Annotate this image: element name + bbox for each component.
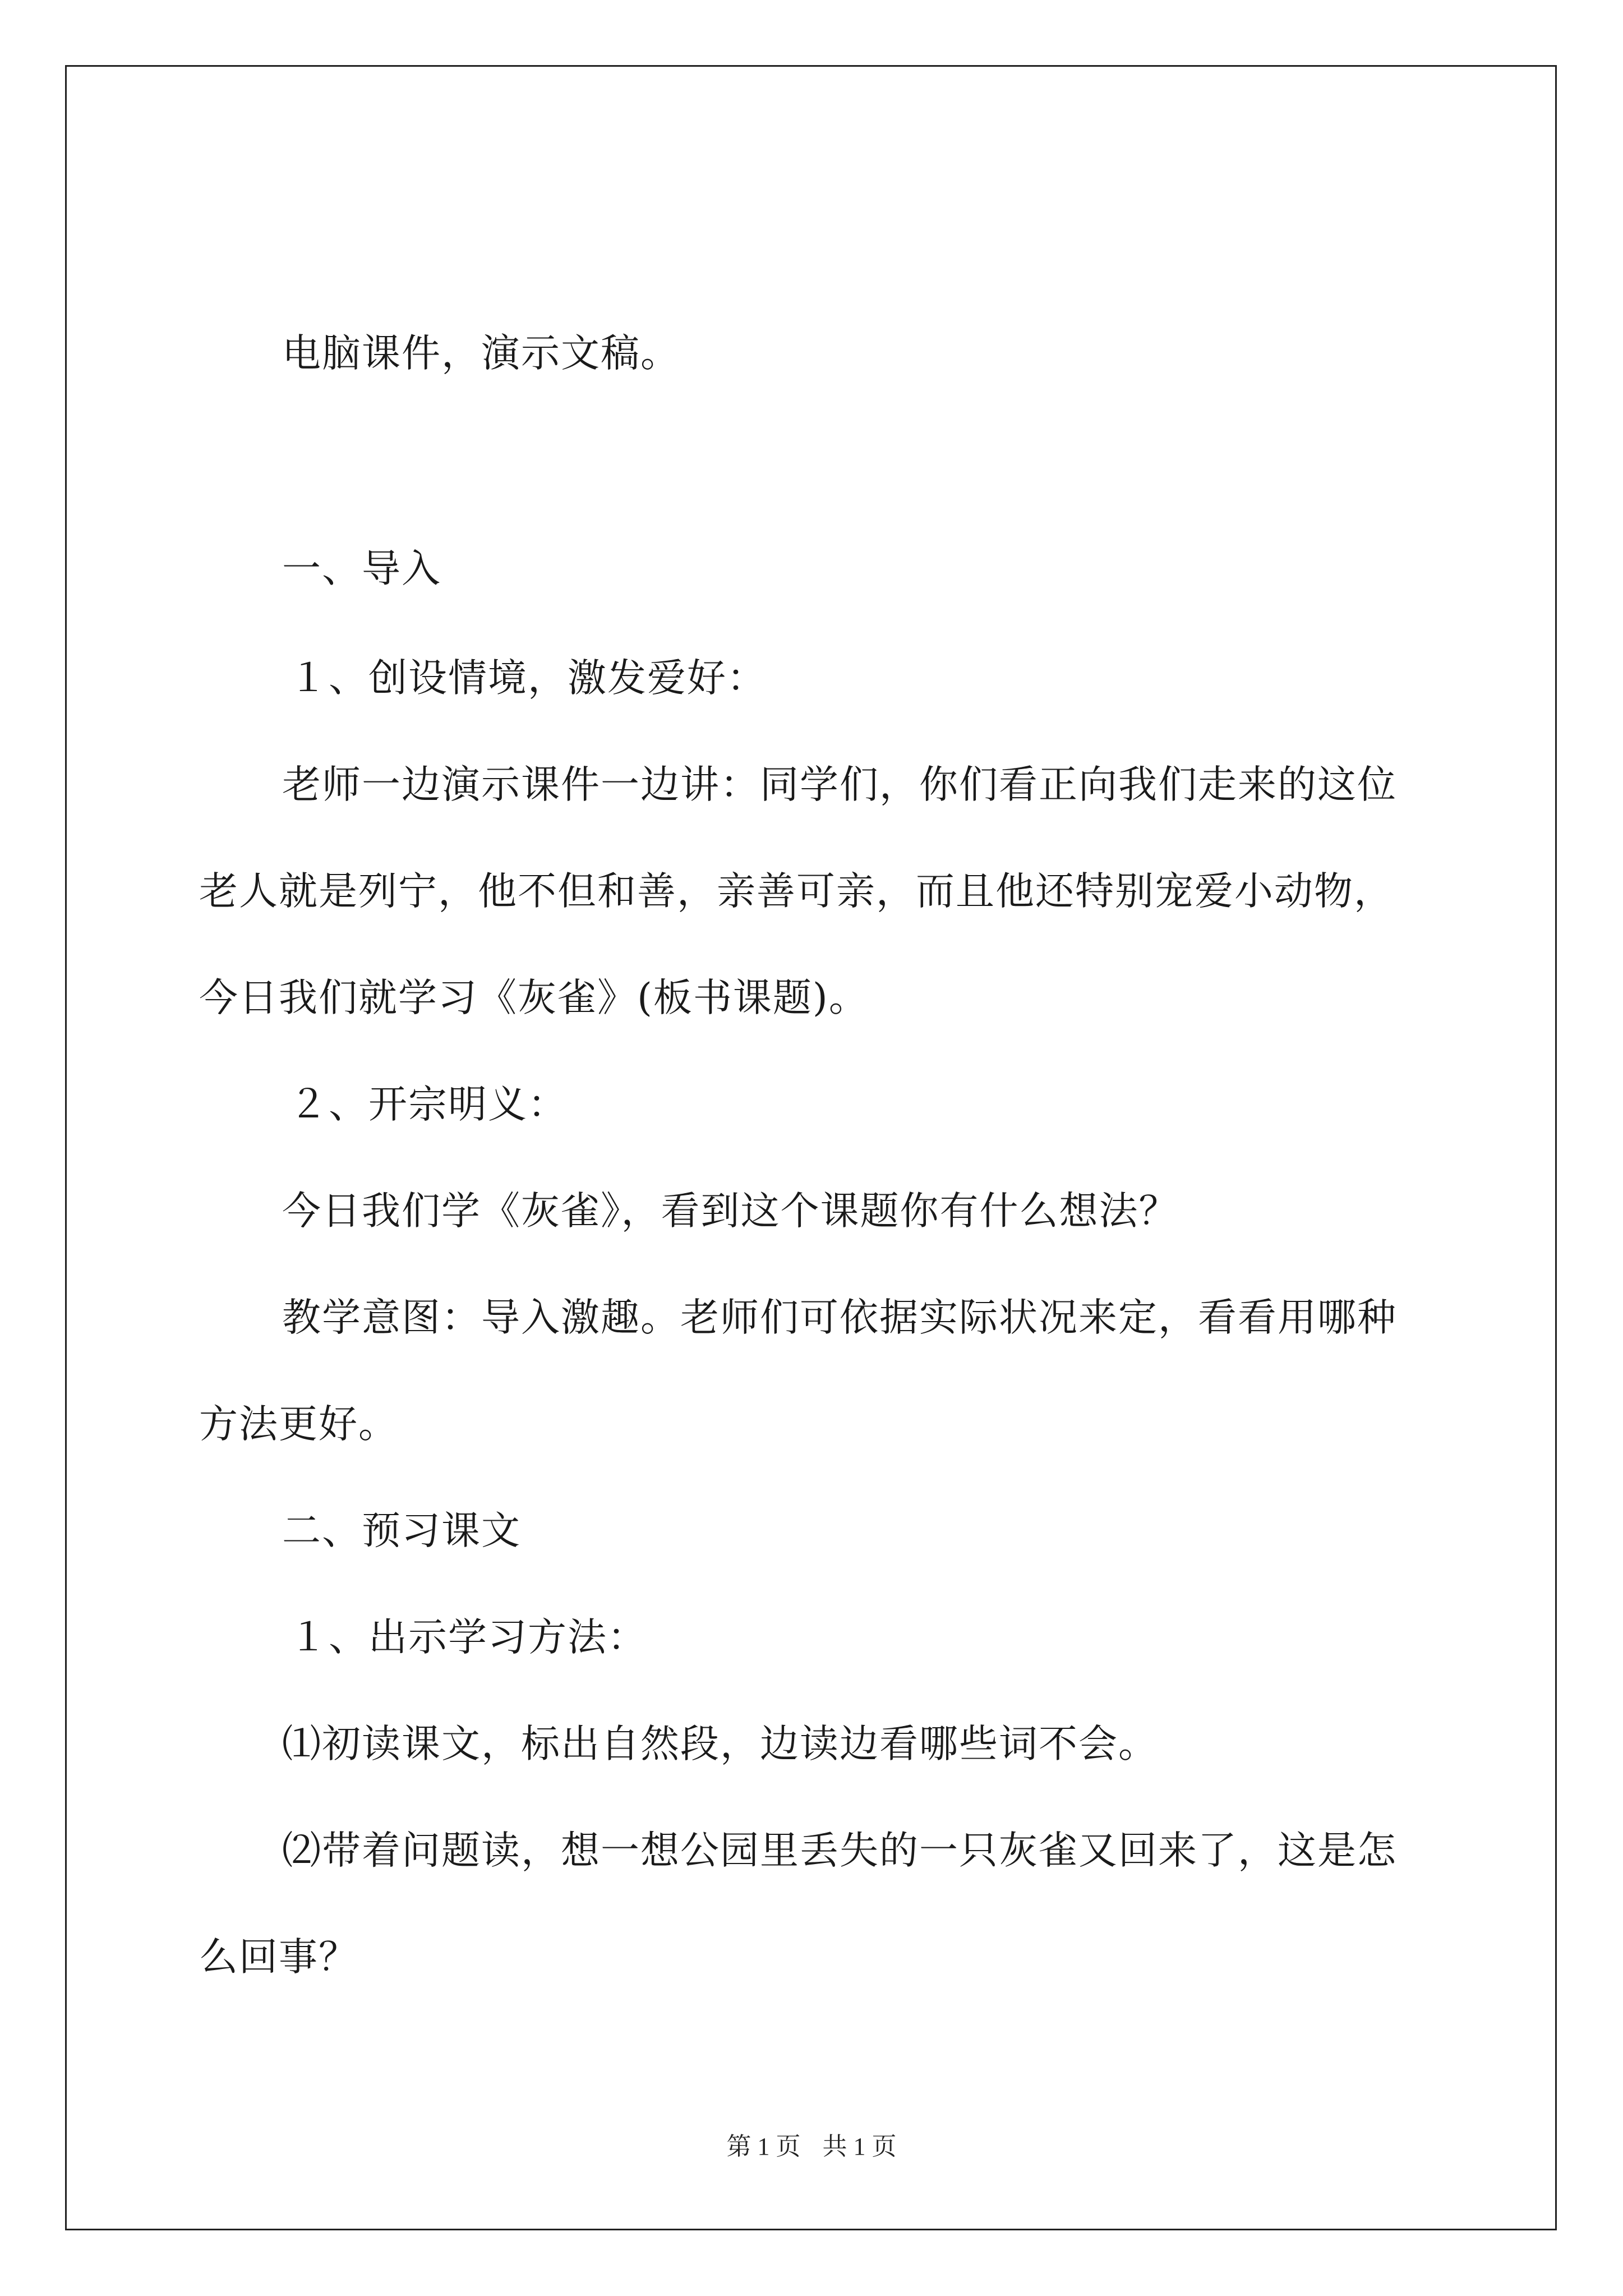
page-total: 共 1 页 xyxy=(822,2133,897,2160)
paragraph-line: 今日我们学《灰雀》，看到这个课题你有什么想法？ xyxy=(282,1189,1179,1234)
heading-section-2: 二、预习课文 xyxy=(282,1508,521,1553)
heading-section-1: 一、导入 xyxy=(282,546,441,591)
paragraph-line: 方法更好。 xyxy=(199,1402,398,1447)
paragraph-line: 今日我们就学习《灰雀》(板书课题)。 xyxy=(199,976,869,1020)
page-number: 第 1 页 xyxy=(726,2133,801,2160)
list-item: ⑵带着问题读，想一想公园里丢失的一只灰雀又回来了，这是怎 xyxy=(282,1828,1397,1873)
paragraph-materials: 电脑课件，演示文稿。 xyxy=(282,331,680,376)
subheading-1-2: ２、开宗明义： xyxy=(289,1082,568,1127)
page-footer xyxy=(0,2126,1623,2162)
subheading-1-1: １、创设情境，激发爱好： xyxy=(289,656,767,701)
paragraph-line: 么回事？ xyxy=(199,1935,358,1980)
paragraph-line: 老师一边演示课件一边讲：同学们，你们看正向我们走来的这位 xyxy=(282,762,1397,807)
page-border xyxy=(65,65,1557,2230)
paragraph-line: 老人就是列宁，他不但和善，亲善可亲，而且他还特别宠爱小动物， xyxy=(199,869,1394,914)
list-item: ⑴初读课文，标出自然段，边读边看哪些词不会。 xyxy=(282,1722,1158,1766)
paragraph-line: 教学意图：导入激趣。老师们可依据实际状况来定，看看用哪种 xyxy=(282,1295,1397,1340)
subheading-2-1: １、出示学习方法： xyxy=(289,1615,647,1660)
